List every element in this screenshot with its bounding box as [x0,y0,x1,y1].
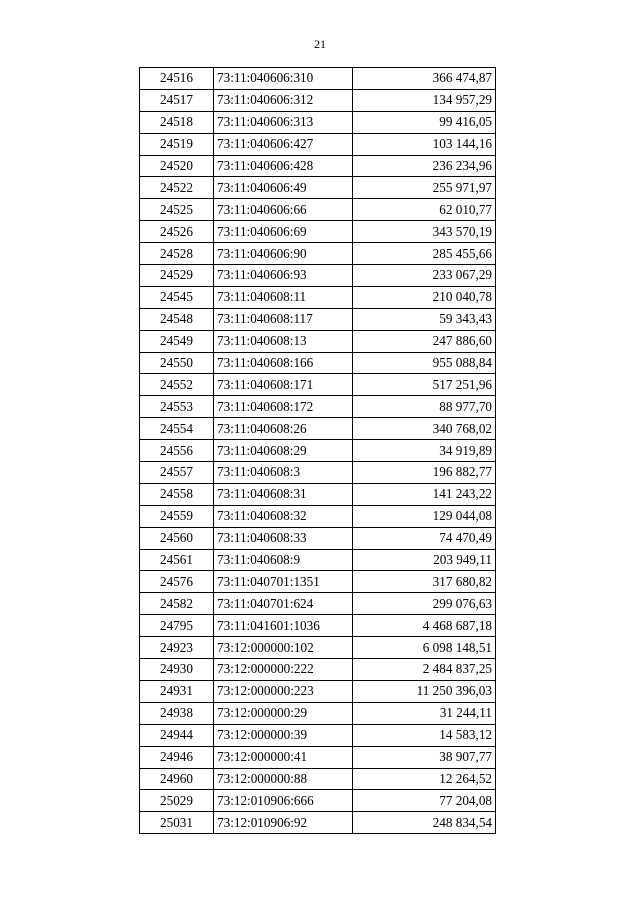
cadastral-number-cell: 73:11:040606:69 [214,221,353,243]
cadastral-number-cell: 73:12:000000:29 [214,702,353,724]
row-number-cell: 24923 [140,637,214,659]
cadastral-number-cell: 73:11:040701:624 [214,593,353,615]
table-row [140,133,496,155]
table-row [140,593,496,615]
cadastral-number-cell: 73:11:040606:90 [214,243,353,265]
cadastral-number-cell: 73:12:000000:41 [214,746,353,768]
table-row [140,637,496,659]
cadastral-number-cell: 73:11:040608:171 [214,374,353,396]
row-number-cell: 24557 [140,462,214,484]
table-row [140,352,496,374]
table-row [140,812,496,834]
cadastral-number-cell: 73:11:040608:9 [214,549,353,571]
value-cell: 6 098 148,51 [353,637,496,659]
table-row [140,571,496,593]
row-number-cell: 24520 [140,155,214,177]
cadastral-number-cell: 73:12:000000:102 [214,637,353,659]
table-row [140,462,496,484]
cadastral-number-cell: 73:12:000000:88 [214,768,353,790]
table-row [140,702,496,724]
table-row [140,746,496,768]
row-number-cell: 24582 [140,593,214,615]
value-cell: 366 474,87 [353,68,496,90]
registry-table-body [140,68,496,834]
value-cell: 31 244,11 [353,702,496,724]
value-cell: 141 243,22 [353,483,496,505]
value-cell: 59 343,43 [353,308,496,330]
table-row [140,396,496,418]
table-row [140,308,496,330]
value-cell: 255 971,97 [353,177,496,199]
table-row [140,724,496,746]
cadastral-number-cell: 73:12:000000:223 [214,680,353,702]
table-row [140,440,496,462]
row-number-cell: 24529 [140,265,214,287]
cadastral-number-cell: 73:11:040608:26 [214,418,353,440]
row-number-cell: 24550 [140,352,214,374]
value-cell: 77 204,08 [353,790,496,812]
table-row [140,505,496,527]
cadastral-number-cell: 73:11:040606:310 [214,68,353,90]
value-cell: 317 680,82 [353,571,496,593]
cadastral-number-cell: 73:11:040606:312 [214,89,353,111]
row-number-cell: 24556 [140,440,214,462]
table-row [140,680,496,702]
row-number-cell: 24938 [140,702,214,724]
row-number-cell: 24517 [140,89,214,111]
value-cell: 236 234,96 [353,155,496,177]
cadastral-number-cell: 73:11:041601:1036 [214,615,353,637]
cadastral-number-cell: 73:11:040701:1351 [214,571,353,593]
value-cell: 11 250 396,03 [353,680,496,702]
value-cell: 340 768,02 [353,418,496,440]
table-row [140,659,496,681]
row-number-cell: 24561 [140,549,214,571]
table-row [140,265,496,287]
table-row [140,243,496,265]
value-cell: 343 570,19 [353,221,496,243]
cadastral-number-cell: 73:11:040608:13 [214,330,353,352]
row-number-cell: 24960 [140,768,214,790]
row-number-cell: 24559 [140,505,214,527]
value-cell: 14 583,12 [353,724,496,746]
value-cell: 517 251,96 [353,374,496,396]
table-row [140,483,496,505]
table-row [140,790,496,812]
row-number-cell: 24946 [140,746,214,768]
row-number-cell: 24576 [140,571,214,593]
value-cell: 247 886,60 [353,330,496,352]
row-number-cell: 24554 [140,418,214,440]
table-row [140,615,496,637]
value-cell: 233 067,29 [353,265,496,287]
page-number: 21 [314,37,326,51]
value-cell: 285 455,66 [353,243,496,265]
cadastral-number-cell: 73:11:040608:3 [214,462,353,484]
cadastral-number-cell: 73:11:040608:31 [214,483,353,505]
cadastral-number-cell: 73:11:040606:428 [214,155,353,177]
row-number-cell: 24522 [140,177,214,199]
value-cell: 203 949,11 [353,549,496,571]
row-number-cell: 24548 [140,308,214,330]
value-cell: 12 264,52 [353,768,496,790]
registry-table [139,67,496,834]
table-row [140,89,496,111]
value-cell: 38 907,77 [353,746,496,768]
row-number-cell: 24519 [140,133,214,155]
value-cell: 4 468 687,18 [353,615,496,637]
table-row [140,418,496,440]
cadastral-number-cell: 73:11:040606:49 [214,177,353,199]
row-number-cell: 24553 [140,396,214,418]
value-cell: 103 144,16 [353,133,496,155]
row-number-cell: 25031 [140,812,214,834]
cadastral-number-cell: 73:12:010906:666 [214,790,353,812]
table-row [140,111,496,133]
value-cell: 248 834,54 [353,812,496,834]
value-cell: 99 416,05 [353,111,496,133]
row-number-cell: 24795 [140,615,214,637]
table-row [140,527,496,549]
table-row [140,199,496,221]
table-row [140,549,496,571]
row-number-cell: 24545 [140,286,214,308]
row-number-cell: 24552 [140,374,214,396]
value-cell: 299 076,63 [353,593,496,615]
table-row [140,177,496,199]
row-number-cell: 24944 [140,724,214,746]
cadastral-number-cell: 73:11:040606:66 [214,199,353,221]
row-number-cell: 24549 [140,330,214,352]
table-row [140,68,496,90]
cadastral-number-cell: 73:11:040608:172 [214,396,353,418]
value-cell: 196 882,77 [353,462,496,484]
cadastral-number-cell: 73:12:000000:39 [214,724,353,746]
cadastral-number-cell: 73:11:040608:11 [214,286,353,308]
table-row [140,155,496,177]
row-number-cell: 24560 [140,527,214,549]
row-number-cell: 24526 [140,221,214,243]
cadastral-number-cell: 73:12:010906:92 [214,812,353,834]
table-row [140,768,496,790]
cadastral-number-cell: 73:12:000000:222 [214,659,353,681]
value-cell: 2 484 837,25 [353,659,496,681]
row-number-cell: 24516 [140,68,214,90]
row-number-cell: 24930 [140,659,214,681]
table-row [140,374,496,396]
cadastral-number-cell: 73:11:040608:117 [214,308,353,330]
value-cell: 134 957,29 [353,89,496,111]
value-cell: 34 919,89 [353,440,496,462]
row-number-cell: 24525 [140,199,214,221]
row-number-cell: 24558 [140,483,214,505]
row-number-cell: 25029 [140,790,214,812]
table-row [140,330,496,352]
value-cell: 129 044,08 [353,505,496,527]
cadastral-number-cell: 73:11:040606:427 [214,133,353,155]
cadastral-number-cell: 73:11:040606:313 [214,111,353,133]
cadastral-number-cell: 73:11:040608:33 [214,527,353,549]
row-number-cell: 24528 [140,243,214,265]
cadastral-number-cell: 73:11:040606:93 [214,265,353,287]
row-number-cell: 24931 [140,680,214,702]
cadastral-number-cell: 73:11:040608:166 [214,352,353,374]
value-cell: 955 088,84 [353,352,496,374]
table-row [140,286,496,308]
cadastral-number-cell: 73:11:040608:29 [214,440,353,462]
cadastral-number-cell: 73:11:040608:32 [214,505,353,527]
value-cell: 74 470,49 [353,527,496,549]
value-cell: 210 040,78 [353,286,496,308]
value-cell: 88 977,70 [353,396,496,418]
table-row [140,221,496,243]
value-cell: 62 010,77 [353,199,496,221]
row-number-cell: 24518 [140,111,214,133]
